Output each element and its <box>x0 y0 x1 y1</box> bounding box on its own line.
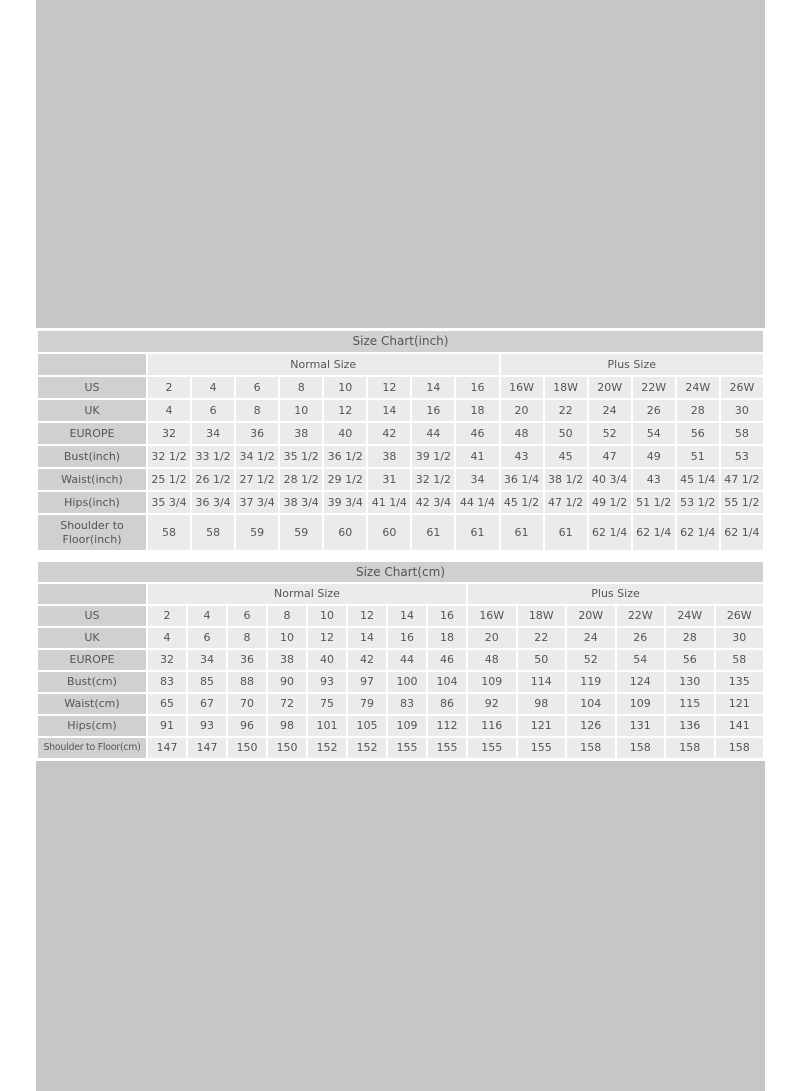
size-value-cell: 26W <box>721 377 763 398</box>
size-value-cell: 158 <box>666 738 714 758</box>
size-value-cell: 18 <box>428 628 466 648</box>
size-value-cell: 136 <box>666 716 714 736</box>
size-value-cell: 98 <box>518 694 566 714</box>
size-value-cell: 155 <box>428 738 466 758</box>
size-value-cell: 20 <box>501 400 543 421</box>
size-value-cell: 34 <box>456 469 498 490</box>
row-label: EUROPE <box>38 423 146 444</box>
size-value-cell: 112 <box>428 716 466 736</box>
size-value-cell: 56 <box>677 423 719 444</box>
size-value-cell: 54 <box>633 423 675 444</box>
size-value-cell: 62 1/4 <box>633 515 675 550</box>
table-title-row <box>38 331 763 352</box>
size-value-cell: 30 <box>716 628 764 648</box>
row-label: Bust(inch) <box>38 446 146 467</box>
size-value-cell: 16W <box>468 606 516 626</box>
size-value-cell: 18 <box>456 400 498 421</box>
size-value-cell: 49 <box>633 446 675 467</box>
size-value-cell: 147 <box>188 738 226 758</box>
size-value-cell: 85 <box>188 672 226 692</box>
size-value-cell: 72 <box>268 694 306 714</box>
size-value-cell: 38 1/2 <box>545 469 587 490</box>
size-value-cell: 28 <box>666 628 714 648</box>
size-value-cell: 158 <box>716 738 764 758</box>
size-value-cell: 62 1/4 <box>677 515 719 550</box>
size-value-cell: 6 <box>188 628 226 648</box>
size-value-cell: 12 <box>348 606 386 626</box>
size-value-cell: 88 <box>228 672 266 692</box>
table-row <box>38 628 763 648</box>
size-value-cell: 40 3/4 <box>589 469 631 490</box>
size-value-cell: 45 1/2 <box>501 492 543 513</box>
size-value-cell: 24 <box>589 400 631 421</box>
size-value-cell: 93 <box>188 716 226 736</box>
size-value-cell: 8 <box>268 606 306 626</box>
size-value-cell: 36 <box>228 650 266 670</box>
size-value-cell: 26 1/2 <box>192 469 234 490</box>
size-value-cell: 97 <box>348 672 386 692</box>
size-value-cell: 18W <box>545 377 587 398</box>
size-value-cell: 61 <box>456 515 498 550</box>
row-label: Hips(inch) <box>38 492 146 513</box>
size-value-cell: 60 <box>368 515 410 550</box>
table-row <box>38 694 763 714</box>
size-value-cell: 26 <box>617 628 665 648</box>
size-value-cell: 67 <box>188 694 226 714</box>
size-value-cell: 61 <box>545 515 587 550</box>
size-value-cell: 8 <box>236 400 278 421</box>
size-value-cell: 30 <box>721 400 763 421</box>
row-label: US <box>38 606 146 626</box>
size-value-cell: 109 <box>468 672 516 692</box>
size-value-cell: 34 <box>188 650 226 670</box>
size-value-cell: 58 <box>192 515 234 550</box>
size-value-cell: 4 <box>192 377 234 398</box>
row-label: UK <box>38 628 146 648</box>
size-value-cell: 126 <box>567 716 615 736</box>
corner-cell <box>38 584 146 604</box>
size-value-cell: 83 <box>148 672 186 692</box>
size-value-cell: 26 <box>633 400 675 421</box>
size-value-cell: 43 <box>633 469 675 490</box>
size-value-cell: 86 <box>428 694 466 714</box>
size-value-cell: 59 <box>280 515 322 550</box>
table-row <box>38 400 763 421</box>
size-value-cell: 49 1/2 <box>589 492 631 513</box>
row-label: UK <box>38 400 146 421</box>
size-value-cell: 53 1/2 <box>677 492 719 513</box>
row-label: Shoulder to Floor(cm) <box>38 738 146 758</box>
size-value-cell: 6 <box>192 400 234 421</box>
size-value-cell: 36 1/2 <box>324 446 366 467</box>
size-value-cell: 32 <box>148 650 186 670</box>
size-value-cell: 150 <box>228 738 266 758</box>
table-row <box>38 716 763 736</box>
size-value-cell: 62 1/4 <box>589 515 631 550</box>
table-row <box>38 377 763 398</box>
size-value-cell: 147 <box>148 738 186 758</box>
size-value-cell: 124 <box>617 672 665 692</box>
size-value-cell: 98 <box>268 716 306 736</box>
size-value-cell: 152 <box>348 738 386 758</box>
size-value-cell: 27 1/2 <box>236 469 278 490</box>
size-value-cell: 45 1/4 <box>677 469 719 490</box>
size-value-cell: 43 <box>501 446 543 467</box>
size-value-cell: 101 <box>308 716 346 736</box>
size-value-cell: 12 <box>368 377 410 398</box>
size-value-cell: 12 <box>324 400 366 421</box>
size-value-cell: 131 <box>617 716 665 736</box>
table-gap <box>36 552 765 560</box>
size-value-cell: 18W <box>518 606 566 626</box>
size-value-cell: 34 1/2 <box>236 446 278 467</box>
row-label: US <box>38 377 146 398</box>
table-row <box>38 423 763 444</box>
size-value-cell: 32 <box>148 423 190 444</box>
size-value-cell: 38 <box>280 423 322 444</box>
table-row <box>38 446 763 467</box>
size-value-cell: 10 <box>324 377 366 398</box>
column-group-row <box>38 584 763 604</box>
table-row <box>38 515 763 550</box>
size-value-cell: 158 <box>617 738 665 758</box>
size-value-cell: 32 1/2 <box>412 469 454 490</box>
size-value-cell: 47 <box>589 446 631 467</box>
size-value-cell: 12 <box>308 628 346 648</box>
size-value-cell: 26W <box>716 606 764 626</box>
size-chart-inch-table <box>36 329 765 552</box>
size-value-cell: 59 <box>236 515 278 550</box>
table-row <box>38 738 763 758</box>
size-value-cell: 44 1/4 <box>456 492 498 513</box>
size-value-cell: 93 <box>308 672 346 692</box>
size-value-cell: 52 <box>589 423 631 444</box>
size-value-cell: 28 1/2 <box>280 469 322 490</box>
size-value-cell: 14 <box>348 628 386 648</box>
product-image-gray-area <box>36 0 765 1091</box>
row-label: Hips(cm) <box>38 716 146 736</box>
size-value-cell: 4 <box>148 400 190 421</box>
table-row <box>38 672 763 692</box>
size-value-cell: 141 <box>716 716 764 736</box>
size-charts-section <box>36 328 765 761</box>
size-value-cell: 47 1/2 <box>721 469 763 490</box>
size-value-cell: 34 <box>192 423 234 444</box>
size-value-cell: 16 <box>456 377 498 398</box>
size-value-cell: 20W <box>567 606 615 626</box>
size-value-cell: 35 1/2 <box>280 446 322 467</box>
size-value-cell: 58 <box>721 423 763 444</box>
size-value-cell: 104 <box>428 672 466 692</box>
size-value-cell: 50 <box>518 650 566 670</box>
size-value-cell: 92 <box>468 694 516 714</box>
size-value-cell: 53 <box>721 446 763 467</box>
size-value-cell: 38 <box>368 446 410 467</box>
size-value-cell: 58 <box>148 515 190 550</box>
size-value-cell: 16W <box>501 377 543 398</box>
size-value-cell: 8 <box>280 377 322 398</box>
size-value-cell: 54 <box>617 650 665 670</box>
size-value-cell: 16 <box>428 606 466 626</box>
size-value-cell: 42 <box>348 650 386 670</box>
size-value-cell: 60 <box>324 515 366 550</box>
row-label: Waist(inch) <box>38 469 146 490</box>
table-title: Size Chart(cm) <box>38 562 763 582</box>
size-value-cell: 46 <box>428 650 466 670</box>
size-value-cell: 38 <box>268 650 306 670</box>
size-value-cell: 155 <box>468 738 516 758</box>
column-group-header: Plus Size <box>468 584 763 604</box>
size-value-cell: 4 <box>188 606 226 626</box>
size-value-cell: 22 <box>518 628 566 648</box>
size-value-cell: 36 <box>236 423 278 444</box>
size-value-cell: 96 <box>228 716 266 736</box>
size-value-cell: 39 3/4 <box>324 492 366 513</box>
size-value-cell: 24W <box>666 606 714 626</box>
size-value-cell: 40 <box>308 650 346 670</box>
size-value-cell: 14 <box>388 606 426 626</box>
size-value-cell: 44 <box>412 423 454 444</box>
size-value-cell: 45 <box>545 446 587 467</box>
size-value-cell: 55 1/2 <box>721 492 763 513</box>
size-value-cell: 2 <box>148 606 186 626</box>
column-group-header: Normal Size <box>148 584 466 604</box>
size-value-cell: 39 1/2 <box>412 446 454 467</box>
size-value-cell: 114 <box>518 672 566 692</box>
size-value-cell: 32 1/2 <box>148 446 190 467</box>
row-label: Bust(cm) <box>38 672 146 692</box>
size-value-cell: 105 <box>348 716 386 736</box>
size-value-cell: 8 <box>228 628 266 648</box>
size-value-cell: 135 <box>716 672 764 692</box>
table-title-row <box>38 562 763 582</box>
column-group-header: Plus Size <box>501 354 764 375</box>
size-value-cell: 109 <box>388 716 426 736</box>
size-value-cell: 116 <box>468 716 516 736</box>
size-value-cell: 50 <box>545 423 587 444</box>
size-value-cell: 61 <box>412 515 454 550</box>
row-label: Shoulder to Floor(inch) <box>38 515 146 550</box>
table-row <box>38 606 763 626</box>
size-value-cell: 35 3/4 <box>148 492 190 513</box>
size-value-cell: 14 <box>412 377 454 398</box>
size-value-cell: 121 <box>716 694 764 714</box>
size-value-cell: 37 3/4 <box>236 492 278 513</box>
size-value-cell: 109 <box>617 694 665 714</box>
size-value-cell: 51 <box>677 446 719 467</box>
size-value-cell: 119 <box>567 672 615 692</box>
size-value-cell: 24W <box>677 377 719 398</box>
size-value-cell: 29 1/2 <box>324 469 366 490</box>
size-value-cell: 33 1/2 <box>192 446 234 467</box>
corner-cell <box>38 354 146 375</box>
size-value-cell: 121 <box>518 716 566 736</box>
size-value-cell: 62 1/4 <box>721 515 763 550</box>
size-value-cell: 61 <box>501 515 543 550</box>
size-value-cell: 42 3/4 <box>412 492 454 513</box>
size-value-cell: 10 <box>268 628 306 648</box>
size-chart-cm-table <box>36 560 765 760</box>
column-group-header: Normal Size <box>148 354 499 375</box>
table-row <box>38 650 763 670</box>
size-value-cell: 75 <box>308 694 346 714</box>
size-value-cell: 83 <box>388 694 426 714</box>
size-value-cell: 42 <box>368 423 410 444</box>
size-value-cell: 65 <box>148 694 186 714</box>
size-value-cell: 20W <box>589 377 631 398</box>
size-value-cell: 51 1/2 <box>633 492 675 513</box>
size-value-cell: 4 <box>148 628 186 648</box>
size-value-cell: 152 <box>308 738 346 758</box>
size-value-cell: 90 <box>268 672 306 692</box>
size-value-cell: 10 <box>280 400 322 421</box>
size-value-cell: 6 <box>228 606 266 626</box>
size-value-cell: 115 <box>666 694 714 714</box>
size-value-cell: 10 <box>308 606 346 626</box>
size-value-cell: 36 3/4 <box>192 492 234 513</box>
size-value-cell: 47 1/2 <box>545 492 587 513</box>
size-value-cell: 24 <box>567 628 615 648</box>
size-value-cell: 91 <box>148 716 186 736</box>
size-value-cell: 28 <box>677 400 719 421</box>
size-value-cell: 52 <box>567 650 615 670</box>
size-value-cell: 16 <box>412 400 454 421</box>
size-value-cell: 38 3/4 <box>280 492 322 513</box>
column-group-row <box>38 354 763 375</box>
row-label: EUROPE <box>38 650 146 670</box>
size-value-cell: 48 <box>468 650 516 670</box>
size-value-cell: 130 <box>666 672 714 692</box>
row-label: Waist(cm) <box>38 694 146 714</box>
size-value-cell: 58 <box>716 650 764 670</box>
size-value-cell: 41 1/4 <box>368 492 410 513</box>
size-value-cell: 70 <box>228 694 266 714</box>
size-value-cell: 36 1/4 <box>501 469 543 490</box>
size-value-cell: 40 <box>324 423 366 444</box>
size-value-cell: 46 <box>456 423 498 444</box>
size-value-cell: 79 <box>348 694 386 714</box>
table-row <box>38 469 763 490</box>
size-value-cell: 25 1/2 <box>148 469 190 490</box>
size-value-cell: 155 <box>388 738 426 758</box>
size-value-cell: 41 <box>456 446 498 467</box>
size-value-cell: 14 <box>368 400 410 421</box>
table-title: Size Chart(inch) <box>38 331 763 352</box>
size-value-cell: 6 <box>236 377 278 398</box>
size-value-cell: 150 <box>268 738 306 758</box>
size-value-cell: 56 <box>666 650 714 670</box>
size-value-cell: 22W <box>633 377 675 398</box>
size-value-cell: 48 <box>501 423 543 444</box>
size-value-cell: 16 <box>388 628 426 648</box>
size-value-cell: 31 <box>368 469 410 490</box>
size-value-cell: 100 <box>388 672 426 692</box>
size-value-cell: 155 <box>518 738 566 758</box>
size-value-cell: 158 <box>567 738 615 758</box>
size-value-cell: 22 <box>545 400 587 421</box>
size-value-cell: 104 <box>567 694 615 714</box>
size-value-cell: 44 <box>388 650 426 670</box>
size-value-cell: 2 <box>148 377 190 398</box>
size-value-cell: 20 <box>468 628 516 648</box>
size-value-cell: 22W <box>617 606 665 626</box>
table-row <box>38 492 763 513</box>
